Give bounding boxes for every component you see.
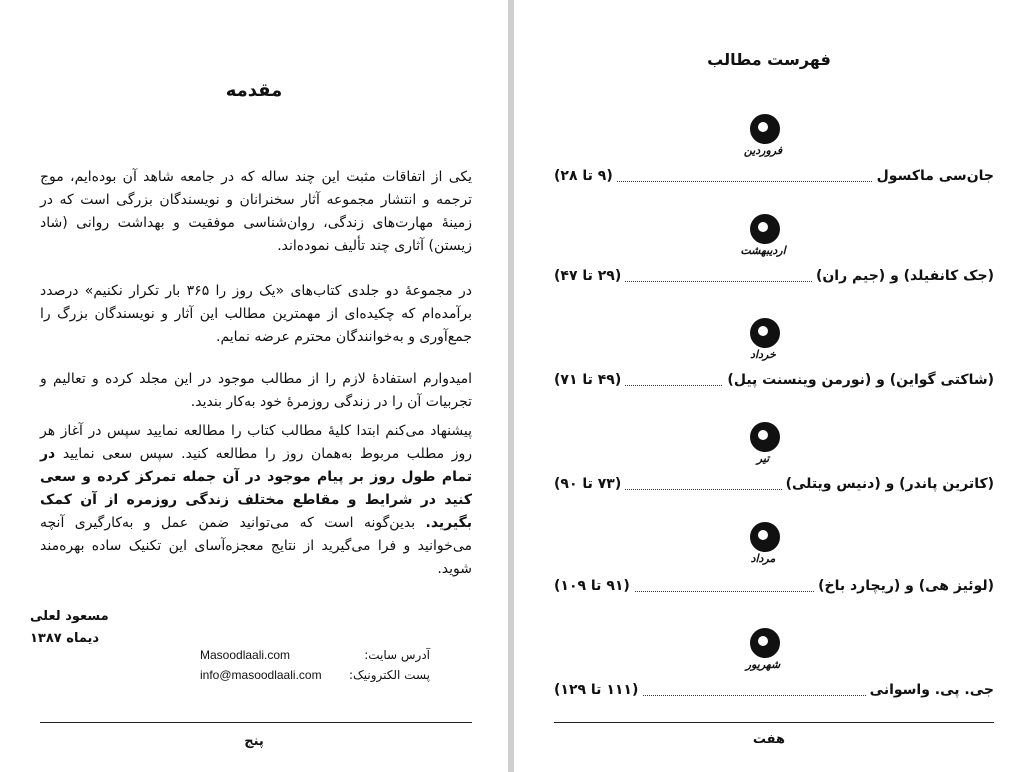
- author-date: دیماه ۱۳۸۷: [30, 631, 100, 646]
- page-number: هفت: [752, 732, 786, 747]
- month-emblem-icon: [750, 214, 780, 244]
- left-page: [0, 0, 508, 772]
- month-emblem-icon: [750, 422, 780, 452]
- email-label: پست الکترونیک:: [348, 668, 430, 682]
- dot-leader: [614, 180, 884, 182]
- page-number: پنج: [244, 734, 264, 749]
- month-label: مرداد: [750, 552, 776, 565]
- toc-entry-pages: (۴۹ تا ۷۱): [554, 372, 625, 388]
- toc-entry[interactable]: [554, 476, 994, 498]
- intro-paragraph-3: امیدوارم استفادهٔ لازم را از مطالب موجود در این مجلد کرده و تعالیم و تجربیات آن را در زندگی روزمرهٔ خود به‌کار بندید.: [40, 371, 472, 410]
- toc-entry[interactable]: [554, 682, 994, 704]
- toc-entry-name: جی. پی. واسوانی: [866, 682, 994, 698]
- table-of-contents-title: فهرست مطالب: [707, 50, 831, 69]
- email-row: [200, 668, 430, 686]
- intro-paragraph-2: در مجموعهٔ دو جلدی کتاب‌های «یک روز را ۳۶۵ بار تکرار نکنیم» درصدد برآمده‌ام که چکیده‌ای از مهمترین مطالب این آثار و نویسندگان بزرگ را جمع‌آوری و به‌خوانندگان محترم عرضه نمایم.: [40, 283, 472, 345]
- right-page: [514, 0, 1024, 772]
- paragraph-4-text-end: بدین‌گونه است که می‌توانید ضمن عمل و به‌کارگیری آنچه می‌خوانید و فرا می‌گیرید از نتایج معجزه‌آسای این تکنیک ساده بهره‌مند شوید.: [40, 515, 472, 577]
- month-emblem-icon: [750, 114, 780, 144]
- toc-entry-pages: (۹۱ تا ۱۰۹): [554, 578, 634, 594]
- author-name: مسعود لعلی: [30, 609, 109, 624]
- toc-entry-pages: (۷۳ تا ۹۰): [554, 476, 625, 492]
- website-label: آدرس سایت:: [364, 648, 430, 662]
- month-emblem-icon: [750, 628, 780, 658]
- author-signature: [30, 606, 230, 650]
- month-label: فروردین: [743, 144, 783, 157]
- toc-entry-name: جان‌سی ماکسول: [873, 168, 994, 184]
- footer-divider: [554, 722, 994, 723]
- toc-entry-pages: (۹ تا ۲۸): [554, 168, 617, 184]
- dot-leader: [614, 694, 884, 696]
- email-link[interactable]: info@masoodlaali.com: [200, 668, 322, 682]
- toc-entry[interactable]: [554, 168, 994, 190]
- intro-paragraph-1: یکی از اتفاقات مثبت این چند ساله که در جامعه شاهد آن بوده‌ایم، موج ترجمه و انتشار مجموعه آثار سخنرانان و نویسندگان بزرگی است که در زمینهٔ مهارت‌های زندگی، روان‌شناسی موفقیت و بهداشت روانی (شاد زیستن) آثاری چند تألیف نموده‌اند.: [40, 169, 472, 254]
- month-emblem-icon: [750, 522, 780, 552]
- month-label: اردیبهشت: [740, 244, 786, 257]
- website-row: [200, 648, 430, 666]
- month-label: شهریور: [745, 658, 781, 671]
- footer-divider: [40, 722, 472, 723]
- website-link[interactable]: Masoodlaali.com: [200, 648, 291, 662]
- month-label: تیر: [756, 452, 770, 465]
- introduction-title: مقدمه: [225, 80, 283, 101]
- toc-entry-pages: (۲۹ تا ۴۷): [554, 268, 625, 284]
- toc-entry[interactable]: [554, 578, 994, 600]
- month-emblem-icon: [750, 318, 780, 348]
- toc-entry-name: (جک کانفیلد) و (جیم ران): [812, 268, 994, 284]
- month-label: خرداد: [750, 348, 776, 361]
- paragraph-4-bold-text: در تمام طول روز بر پیام موجود در آن جمله تمرکز کرده و سعی کنید در شرایط و مقاطع مختلف زندگی روزمره از آن کمک بگیرید.: [40, 446, 472, 531]
- intro-paragraph-4: [40, 420, 472, 581]
- toc-entry[interactable]: [554, 372, 994, 394]
- toc-entry-name: (شاکتی گواین) و (نورمن وینسنت پیل): [723, 372, 994, 388]
- toc-entry-name: (لوئیز هی) و (ریچارد باخ): [814, 578, 994, 594]
- toc-entry-name: (کاترین پاندر) و (دنیس ویتلی): [782, 476, 994, 492]
- toc-entry[interactable]: [554, 268, 994, 290]
- paragraph-4-text-start: پیشنهاد می‌کنم ابتدا کلیهٔ مطالب کتاب را مطالعه نمایید سپس در آغاز هر روز مطلب مربوط به‌همان روز را مطالعه کنید. سپس سعی نمایید: [40, 423, 472, 462]
- toc-entry-pages: (۱۱۱ تا ۱۲۹): [554, 682, 642, 698]
